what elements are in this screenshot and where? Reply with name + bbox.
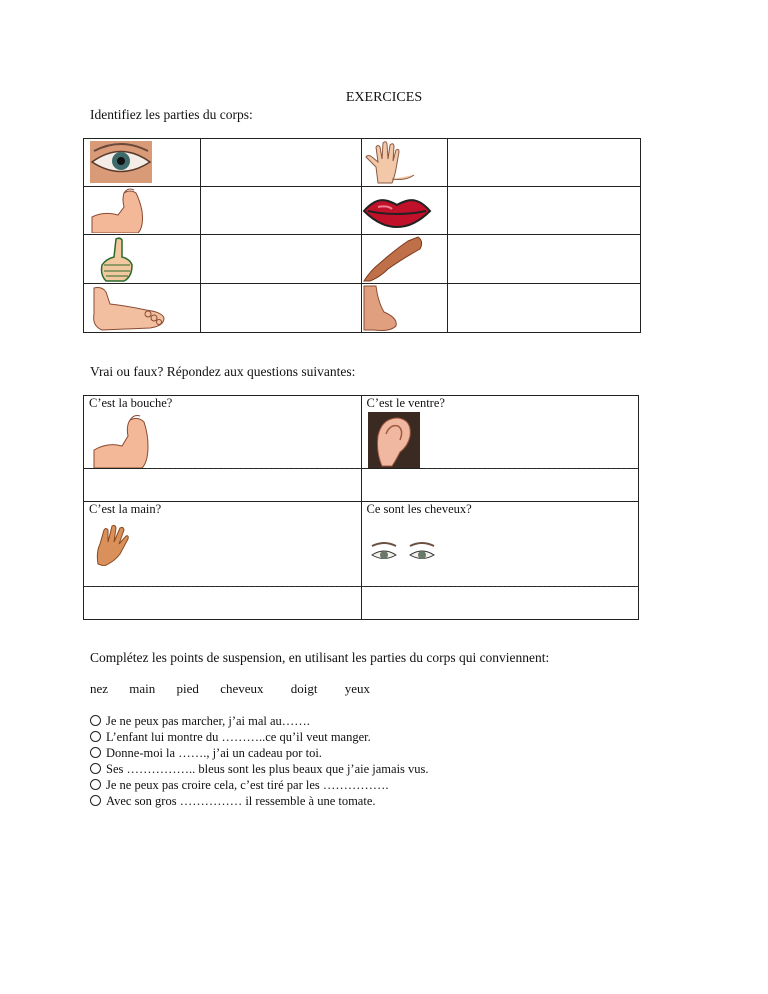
answer-cell[interactable] [200,235,361,284]
question-cell [361,502,639,587]
ear-icon [368,412,420,468]
word-item: cheveux [220,681,264,696]
hand-icon [94,522,136,566]
word-item: main [129,681,156,696]
word-bank [90,681,388,697]
list-item [90,745,429,761]
table-row [84,587,639,620]
word-item: pied [176,681,199,696]
smiley-icon [90,747,101,758]
arm-icon [90,412,150,468]
section3-heading: Complétez les points de suspension, en utilisant les parties du corps qui conviennent: [90,650,550,665]
foot-icon [84,284,168,332]
image-cell [84,284,201,333]
smiley-icon [90,779,101,790]
list-item [90,793,429,809]
question-text: C’est le ventre? [366,396,445,410]
image-cell [361,187,448,235]
question-text: C’est la bouche? [89,396,173,410]
image-cell [361,284,448,333]
table-row [84,396,639,469]
hand-icon [362,139,422,185]
lips-icon [362,187,432,233]
table-row [84,502,639,587]
answer-cell[interactable] [448,284,641,333]
sentence-text: Je ne peux pas croire cela, c’est tiré par les ……………. [106,778,389,792]
sentence-text: L’enfant lui montre du ………..ce qu’il veut manger. [106,730,371,744]
answer-cell[interactable] [84,587,362,620]
eye-icon [84,139,154,185]
answer-cell[interactable] [361,469,639,502]
table-row [84,235,641,284]
answer-cell[interactable] [200,139,361,187]
answer-cell[interactable] [448,139,641,187]
answer-cell[interactable] [361,587,639,620]
word-item: yeux [344,681,371,696]
word-item: doigt [290,681,318,696]
sentence-text: Donne-moi la ……., j’ai un cadeau por toi. [106,746,322,760]
section1-heading: Identifiez les parties du corps: [90,107,253,122]
answer-cell[interactable] [200,284,361,333]
list-item [90,713,429,729]
eyes-icon [370,540,438,566]
sentence-text: Je ne peux pas marcher, j’ai mal au……. [106,714,310,728]
table-row [84,187,641,235]
image-cell [361,139,448,187]
smiley-icon [90,795,101,806]
identify-table [83,138,641,333]
answer-cell[interactable] [84,469,362,502]
true-false-table [83,395,639,620]
question-text: Ce sont les cheveux? [366,502,472,516]
table-row [84,284,641,333]
answer-cell[interactable] [448,187,641,235]
answer-cell[interactable] [448,235,641,284]
arm-icon [84,187,154,233]
table-row [84,139,641,187]
smiley-icon [90,715,101,726]
question-cell [361,396,639,469]
question-cell [84,396,362,469]
sentence-list [90,713,429,809]
image-cell [361,235,448,284]
smiley-icon [90,763,101,774]
nose-icon [362,284,422,332]
table-row [84,469,639,502]
question-text: C’est la main? [89,502,162,516]
list-item [90,729,429,745]
image-cell [84,235,201,284]
answer-cell[interactable] [200,187,361,235]
list-item [90,761,429,777]
page-title: EXERCICES [345,90,423,105]
question-cell [84,502,362,587]
leg-icon [362,235,432,283]
image-cell [84,187,201,235]
image-cell [84,139,201,187]
finger-icon [84,235,154,283]
word-item: nez [90,681,109,696]
section2-heading: Vrai ou faux? Répondez aux questions suivantes: [90,364,356,379]
sentence-text: Avec son gros …………… il ressemble à une tomate. [106,794,376,808]
sentence-text: Ses …………….. bleus sont les plus beaux que j’aie jamais vus. [106,762,429,776]
list-item [90,777,429,793]
smiley-icon [90,731,101,742]
